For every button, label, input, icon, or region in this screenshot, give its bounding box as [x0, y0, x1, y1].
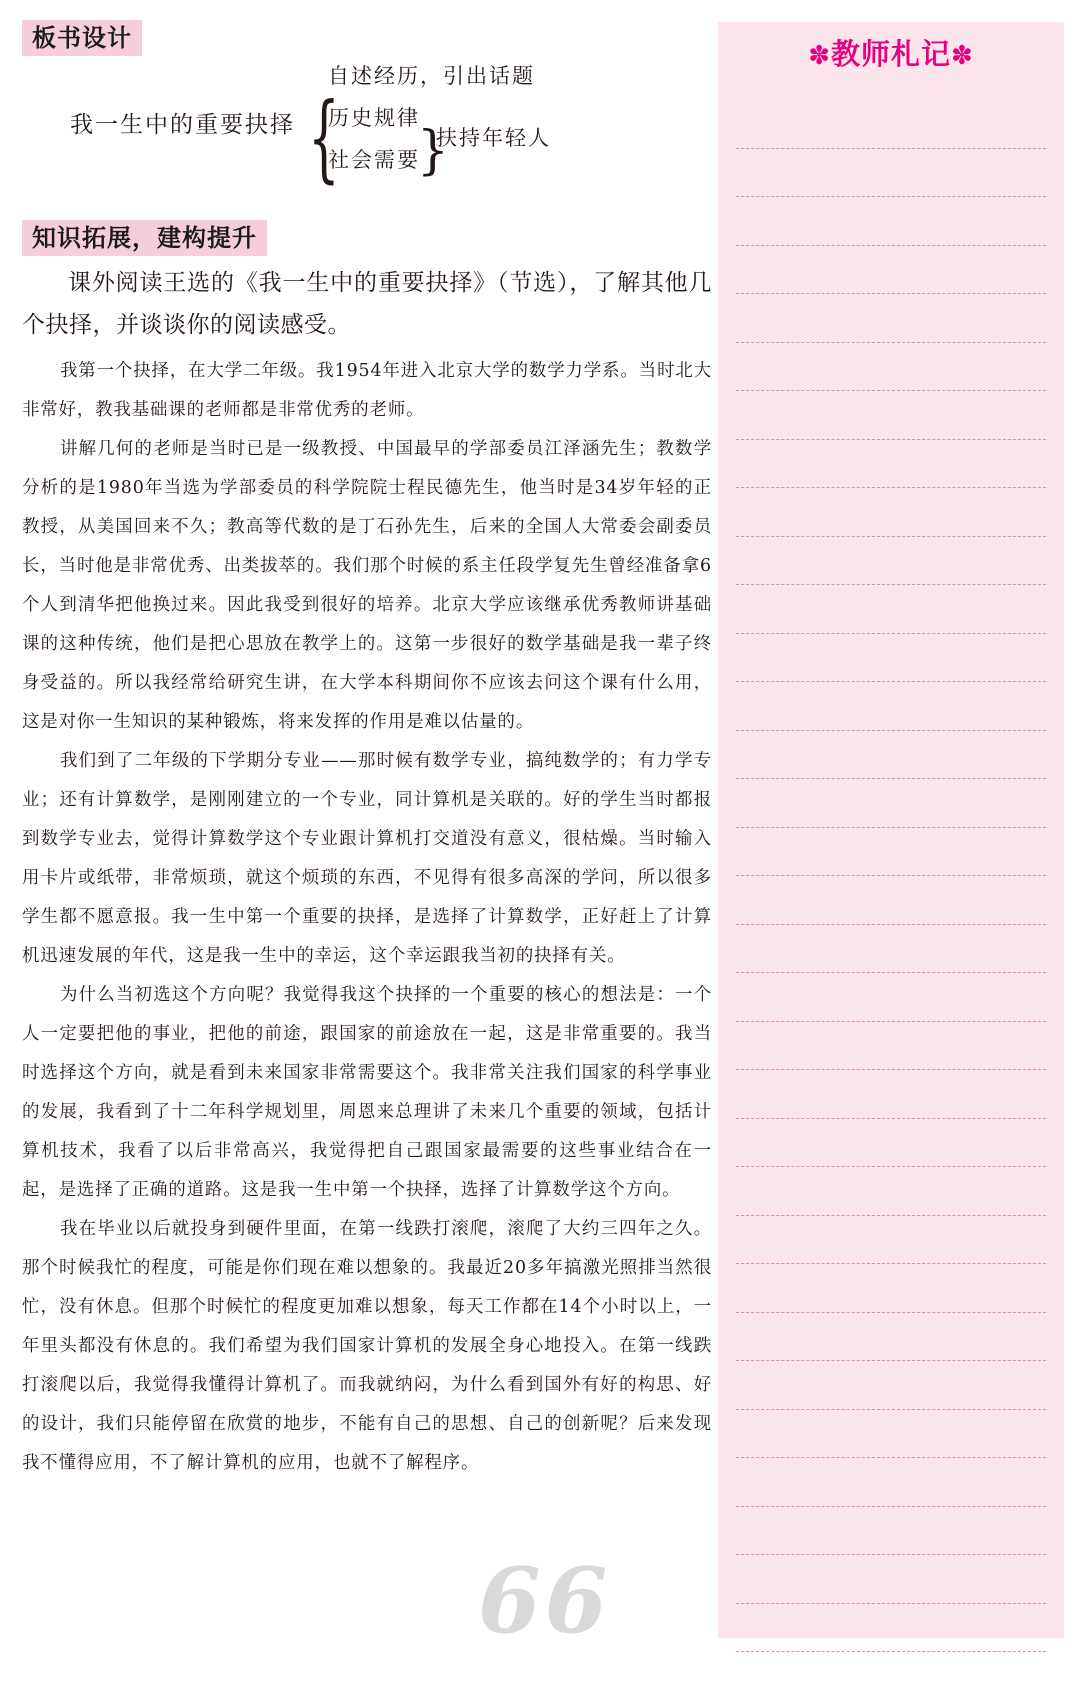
notes-line	[736, 246, 1046, 295]
reading-instruction: 课外阅读王选的《我一生中的重要抉择》（节选），了解其他几个抉择，并谈谈你的阅读感受。	[22, 270, 712, 338]
flower-icon: ✽	[808, 41, 831, 71]
notes-line	[736, 634, 1046, 683]
notes-line	[736, 1361, 1046, 1410]
board-branch-3: 社会需要	[328, 148, 420, 172]
notes-line	[736, 391, 1046, 440]
reading-paragraph-5: 我在毕业以后就投身到硬件里面，在第一线跌打滚爬，滚爬了大约三四年之久。那个时候我忙的程度，可能是你们现在难以想象的。我最近20多年搞激光照排当然很忙，没有休息。但那个时候忙的程度更加难以想象，每天工作都在14个小时以上，一年里头都没有休息的。我们希望为我们国家计算机的发展全身心地投入。在第一线跌打滚爬以后，我觉得我懂得计算机了。而我就纳闷，为什么看到国外有好的构思、好的设计，我们只能停留在欣赏的地步，不能有自己的思想、自己的创新呢？后来发现我不懂得应用，不了解计算机的应用，也就不了解程序。	[22, 1219, 712, 1473]
notes-line	[736, 294, 1046, 343]
notes-line	[736, 1458, 1046, 1507]
teacher-notes-title	[718, 32, 1064, 73]
notes-line	[736, 1216, 1046, 1265]
notes-line	[736, 197, 1046, 246]
right-brace-icon: }	[417, 119, 449, 181]
notes-line	[736, 537, 1046, 586]
notes-line	[736, 1604, 1046, 1653]
notes-line	[736, 1507, 1046, 1556]
notes-line	[736, 440, 1046, 489]
board-design-heading: 板书设计	[22, 20, 142, 56]
reading-paragraph-1: 我第一个抉择，在大学二年级。我1954年进入北京大学的数学力学系。当时北大非常好，教我基础课的老师都是非常优秀的老师。	[22, 361, 712, 420]
notes-line	[736, 682, 1046, 731]
board-design-diagram	[22, 60, 712, 210]
notes-line	[736, 100, 1046, 149]
page-number: 66	[478, 1548, 612, 1654]
teacher-notes-label: 教师札记	[830, 37, 951, 71]
teacher-notes-panel	[718, 22, 1064, 1638]
knowledge-heading: 知识拓展，建构提升	[22, 220, 267, 256]
reading-paragraph-2: 讲解几何的老师是当时已是一级教授、中国最早的学部委员江泽涵先生；教数学分析的是1980年当选为学部委员的科学院院士程民德先生，他当时是34岁年轻的正教授，从美国回来不久；教高等代数的是丁石孙先生，后来的全国人大常委会副委员长，当时他是非常优秀、出类拔萃的。我们那个时候的系主任段学复先生曾经准备拿6个人到清华把他换过来。因此我受到很好的培养。北京大学应该继承优秀教师讲基础课的这种传统，他们是把心思放在教学上的。这第一步很好的数学基础是我一辈子终身受益的。所以我经常给研究生讲，在大学本科期间你不应该去问这个课有什么用，这是对你一生知识的某种锻炼，将来发挥的作用是难以估量的。	[22, 439, 712, 732]
notes-line	[736, 779, 1046, 828]
notes-line	[736, 1022, 1046, 1071]
notes-line	[736, 343, 1046, 392]
reading-paragraph-4: 为什么当初选这个方向呢？我觉得我这个抉择的一个重要的核心的想法是：一个人一定要把他的事业，把他的前途，跟国家的前途放在一起，这是非常重要的。我当时选择这个方向，就是看到未来国家非常需要这个。我非常关注我们国家的科学事业的发展，我看到了十二年科学规划里，周恩来总理讲了未来几个重要的领域，包括计算机技术，我看了以后非常高兴，我觉得把自己跟国家最需要的这些事业结合在一起，是选择了正确的道路。这是我一生中第一个抉择，选择了计算数学这个方向。	[22, 985, 712, 1200]
notes-line	[736, 1264, 1046, 1313]
brace-icon: {	[308, 82, 340, 193]
left-column	[22, 20, 712, 1483]
notes-line	[736, 585, 1046, 634]
notes-line	[736, 149, 1046, 198]
reading-paragraph-3: 我们到了二年级的下学期分专业——那时候有数学专业，搞纯数学的；有力学专业；还有计算数学，是刚刚建立的一个专业，同计算机是关联的。好的学生当时都报到数学专业去，觉得计算数学这个专业跟计算机打交道没有意义，很枯燥。当时输入用卡片或纸带，非常烦琐，就这个烦琐的东西，不见得有很多高深的学问，所以很多学生都不愿意报。我一生中第一个重要的抉择，是选择了计算数学，正好赶上了计算机迅速发展的年代，这是我一生中的幸运，这个幸运跟我当初的抉择有关。	[22, 751, 712, 966]
notes-line	[736, 1119, 1046, 1168]
board-branch-1: 自述经历，引出话题	[328, 64, 535, 88]
notes-line	[736, 488, 1046, 537]
board-leaf: 扶持年轻人	[436, 126, 551, 150]
notes-line	[736, 925, 1046, 974]
board-root-title: 我一生中的重要抉择	[70, 112, 295, 138]
notes-line	[736, 1410, 1046, 1459]
notes-line	[736, 1070, 1046, 1119]
notes-line	[736, 876, 1046, 925]
notes-line	[736, 731, 1046, 780]
notes-line	[736, 1313, 1046, 1362]
flower-icon: ✽	[951, 41, 974, 71]
notes-line	[736, 973, 1046, 1022]
notes-writing-lines	[736, 100, 1046, 1652]
notes-line	[736, 1167, 1046, 1216]
notes-line	[736, 1555, 1046, 1604]
board-branch-2: 历史规律	[328, 106, 420, 130]
notes-line	[736, 828, 1046, 877]
